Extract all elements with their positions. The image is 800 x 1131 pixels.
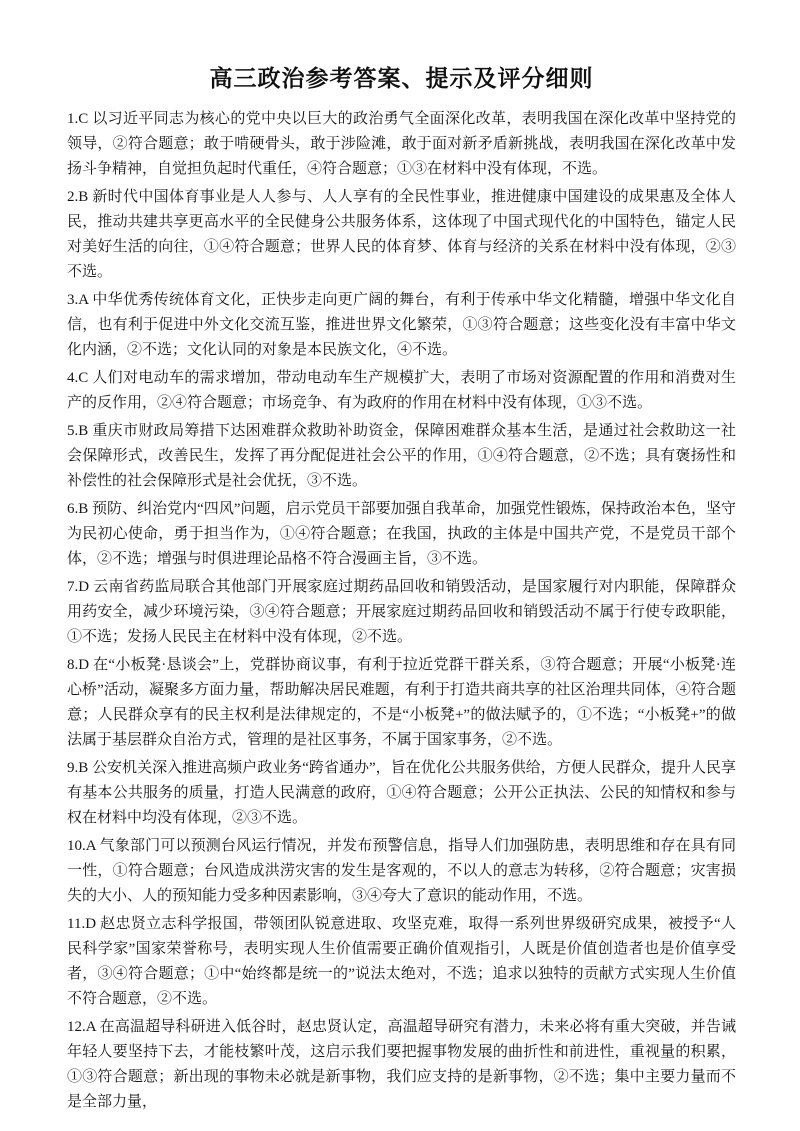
answer-item-5: 5.B 重庆市财政局筹措下达困难群众救助补助资金，保障困难群众基本生活，是通过社会救助这一社会保障形式，改善民生，发挥了再分配促进社会公平的作用，①④符合题意，②不选；具有褒扬性和补偿性的社会保障形式是社会优抚，③不选。 (67, 423, 736, 489)
answer-item-4: 4.C 人们对电动车的需求增加，带动电动车生产规模扩大，表明了市场对资源配置的作用和消费对生产的反作用，②④符合题意；市场竞争、有为政府的作用在材料中没有体现，①③不选。 (67, 370, 736, 411)
answer-item-7: 7.D 云南省药监局联合其他部门开展家庭过期药品回收和销毁活动，是国家履行对内职能，保障群众用药安全，减少环境污染，③④符合题意；开展家庭过期药品回收和销毁活动不属于行使专政职能，①不选；发扬人民民主在材料中没有体现，②不选。 (67, 579, 736, 645)
answer-item-9: 9.B 公安机关深入推进高频户政业务“跨省通办”，旨在优化公共服务供给，方便人民群众，提升人民享有基本公共服务的质量，打造人民满意的政府，①④符合题意；公开公正执法、公民的知情权和参与权在材料中均没有体现，②③不选。 (67, 760, 736, 826)
answer-item-11: 11.D 赵忠贤立志科学报国，带领团队锐意进取、攻坚克难，取得一系列世界级研究成果，被授予“人民科学家”国家荣誉称号，表明实现人生价值需要正确价值观指引，人既是价值创造者也是价值享受者，③④符合题意；①中“始终都是统一的”说法太绝对，不选；追求以独特的贡献方式实现人生价值不符合题意，②不选。 (67, 916, 736, 1007)
answer-item-3: 3.A 中华优秀传统体育文化，正快步走向更广阔的舞台，有利于传承中华文化精髓，增强中华文化自信，也有利于促进中外文化交流互鉴，推进世界文化繁荣，①③符合题意；这些变化没有丰富中华文化内涵，②不选；文化认同的对象是本民族文化，④不选。 (67, 292, 736, 358)
answer-item-12: 12.A 在高温超导科研进入低谷时，赵忠贤认定，高温超导研究有潜力，未来必将有重大突破，并告诫年轻人要坚持下去，才能枝繁叶茂，这启示我们要把握事物发展的曲折性和前进性，重视量的积累，①③符合题意；新出现的事物未必就是新事物，我们应支持的是新事物，②不选；集中主要力量而不是全部力量， (67, 1019, 736, 1110)
answer-item-6: 6.B 预防、纠治党内“四风”问题，启示党员干部要加强自我革命，加强党性锻炼，保持政治本色，坚守为民初心使命，勇于担当作为，①④符合题意；在我国，执政的主体是中国共产党，不是党员干部个体，②不选；增强与时俱进理论品格不符合漫画主旨，③不选。 (67, 501, 736, 567)
page-title: 高三政治参考答案、提示及评分细则 (209, 66, 594, 91)
answer-item-10: 10.A 气象部门可以预测台风运行情况，并发布预警信息，指导人们加强防患，表明思维和存在具有同一性，①符合题意；台风造成洪涝灾害的发生是客观的，不以人的意志为转移，②符合题意；灾害损失的大小、人的预知能力受多种因素影响，③④夸大了意识的能动作用，不选。 (67, 838, 736, 904)
answer-item-2: 2.B 新时代中国体育事业是人人参与、人人享有的全民性事业，推进健康中国建设的成果惠及全体人民，推动共建共享更高水平的全民健身公共服务体系，这体现了中国式现代化的中国特色，锚定人民对美好生活的向往，①④符合题意；世界人民的体育梦、体育与经济的关系在材料中没有体现，②③不选。 (67, 189, 736, 280)
answer-item-8: 8.D 在“小板凳·恳谈会”上，党群协商议事，有利于拉近党群干群关系，③符合题意；开展“小板凳·连心桥”活动，凝聚多方面力量，帮助解决居民难题，有利于打造共商共享的社区治理共同体，④符合题意；人民群众享有的民主权利是法律规定的，不是“小板凳+”的做法赋予的，①不选；“小板凳+”的做法属于基层群众自治方式，管理的是社区事务，不属于国家事务，②不选。 (67, 657, 736, 748)
answer-item-1: 1.C 以习近平同志为核心的党中央以巨大的政治勇气全面深化改革，表明我国在深化改革中坚持党的领导，②符合题意；敢于啃硬骨头，敢于涉险滩，敢于面对新矛盾新挑战，表明我国在深化改革中发扬斗争精神，自觉担负起时代重任，④符合题意；①③在材料中没有体现，不选。 (67, 111, 736, 177)
answers-list (67, 107, 736, 1115)
